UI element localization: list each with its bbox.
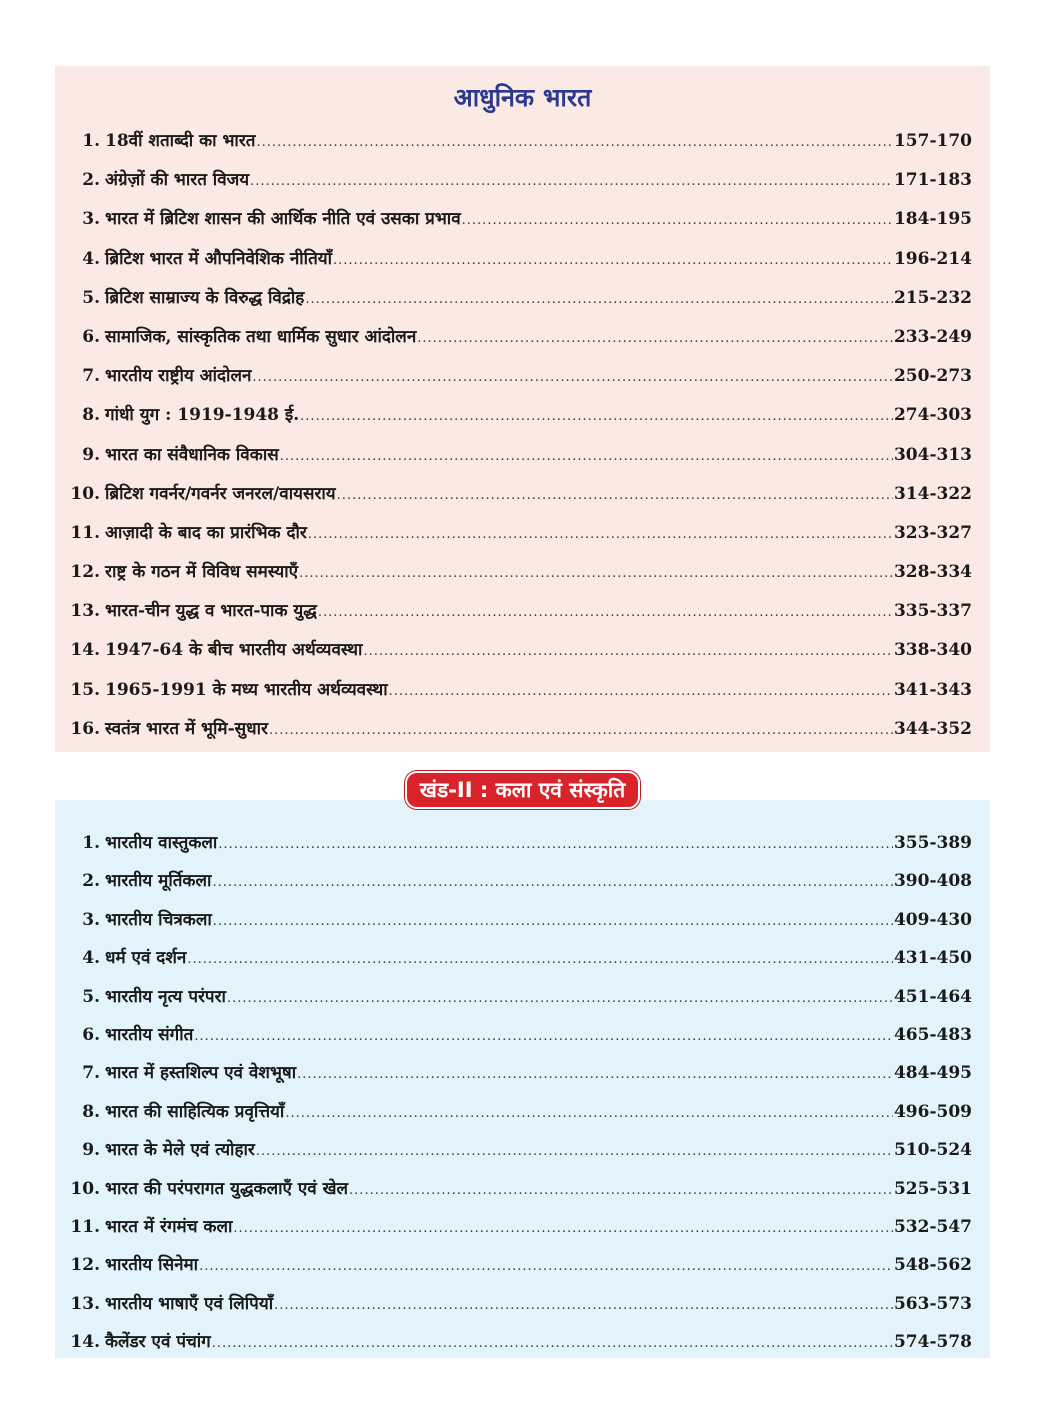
toc-leader-dots [305,280,893,318]
toc-entry-title: भारतीय भाषाएँ एवं लिपियाँ [105,1293,274,1314]
toc-entry-number: 7. [82,1063,100,1084]
toc-entry-title: 1947-64 के बीच भारतीय अर्थव्यवस्था [105,640,363,661]
toc-leader-dots [269,711,893,749]
toc-entry-title: भारतीय राष्ट्रीय आंदोलन [105,366,252,387]
toc-entry-pages: 574-578 [893,1332,972,1353]
toc-entry-number: 9. [82,1140,100,1161]
toc-leader-dots [349,1172,893,1208]
toc-entry-title: 18वीं शताब्दी का भारत [105,131,256,151]
toc-entry-number: 12. [70,562,100,583]
toc-leader-dots [187,941,893,977]
toc-entry-pages: 344-352 [893,718,972,739]
toc-entry-number: 13. [70,1293,100,1314]
toc-entry-number: 1. [82,131,100,151]
toc-entry-number: 7. [82,366,100,387]
toc-entry [67,592,972,631]
toc-leader-dots [233,1210,893,1246]
toc-entry [67,1323,972,1361]
toc-entry-title: भारत की साहित्यिक प्रवृत्तियाँ [105,1101,285,1122]
toc-entry [67,200,972,239]
toc-entry-pages: 335-337 [893,601,972,622]
toc-entry-pages: 328-334 [893,562,972,583]
toc-entry [67,1131,972,1169]
toc-entry [67,318,972,357]
toc-entry-number: 2. [82,871,100,892]
toc-entry-pages: 409-430 [893,909,972,930]
toc-leader-dots [337,476,893,514]
toc-entry-pages: 563-573 [893,1293,972,1314]
toc-entry-number: 2. [82,170,100,191]
toc-leader-dots [213,903,893,939]
toc-entry-number: 9. [82,444,100,465]
toc-entry-number: 1. [82,833,100,853]
toc-entry-number: 14. [70,1332,100,1353]
toc-entry-pages: 171-183 [893,170,972,191]
toc-entry-title: ब्रिटिश भारत में औपनिवेशिक नीतियाँ [105,248,333,269]
toc-entry-number: 16. [70,718,100,739]
toc-entry-title: आज़ादी के बाद का प्रारंभिक दौर [105,522,307,543]
toc-list-modern-india [67,122,972,749]
toc-entry-pages: 355-389 [893,833,972,853]
toc-leader-dots [252,358,893,396]
toc-entry-pages: 484-495 [893,1063,972,1084]
toc-entry-title: कैलेंडर एवं पंचांग [105,1332,211,1353]
toc-entry [67,1208,972,1246]
toc-leader-dots [299,554,893,592]
toc-entry [67,862,972,900]
toc-entry-pages: 304-313 [893,444,972,465]
toc-entry-title: भारत-चीन युद्ध व भारत-पाक युद्ध [105,601,317,622]
toc-entry-title: भारत की परंपरागत युद्धकलाएँ एवं खेल [105,1178,349,1199]
toc-entry [67,357,972,396]
toc-leader-dots [227,980,893,1016]
toc-leader-dots [300,397,893,435]
toc-entry-number: 15. [70,679,100,700]
toc-entry-title: भारत में ब्रिटिश शासन की आर्थिक नीति एवं उसका प्रभाव [105,209,461,230]
toc-entry-number: 5. [82,986,100,1007]
toc-leader-dots [417,319,893,357]
toc-entry-number: 6. [82,326,100,347]
toc-entry [67,671,972,710]
toc-entry-number: 8. [82,405,100,426]
toc-leader-dots [280,437,893,475]
toc-leader-dots [297,1056,893,1092]
toc-entry-title: भारत का संवैधानिक विकास [105,444,279,465]
toc-entry [67,1246,972,1284]
toc-entry-number: 11. [70,1216,100,1237]
toc-entry-number: 10. [70,1178,100,1199]
section-title: आधुनिक भारत [453,83,592,112]
toc-entry-pages: 431-450 [893,948,972,969]
toc-entry-pages: 323-327 [893,522,972,543]
toc-entry-pages: 465-483 [893,1024,972,1045]
section-modern-india [55,66,990,752]
toc-leader-dots [389,672,893,710]
toc-entry [67,824,972,862]
toc-entry-title: भारत के मेले एवं त्योहार [105,1140,255,1161]
toc-leader-dots [285,1095,893,1131]
toc-entry-title: भारतीय वास्तुकला [105,833,218,853]
toc-entry [67,1285,972,1323]
toc-entry-pages: 548-562 [893,1255,972,1276]
toc-entry [67,396,972,435]
toc-leader-dots [318,593,893,631]
toc-leader-dots [462,201,893,239]
toc-entry [67,475,972,514]
toc-entry [67,514,972,553]
toc-entry [67,553,972,592]
toc-leader-dots [308,515,893,553]
toc-entry-title: भारत में रंगमंच कला [105,1216,233,1237]
toc-leader-dots [212,1325,893,1361]
toc-entry-pages: 390-408 [893,871,972,892]
section-badge: खंड-II : कला एवं संस्कृति [405,771,640,809]
toc-entry-number: 10. [70,483,100,504]
toc-leader-dots [194,1018,893,1054]
toc-entry [67,710,972,749]
toc-entry-pages: 496-509 [893,1101,972,1122]
toc-entry-number: 3. [82,909,100,930]
toc-entry-title: भारतीय सिनेमा [105,1255,199,1276]
section-badge-wrap [0,771,1045,807]
toc-leader-dots [274,1287,893,1323]
toc-entry [67,901,972,939]
toc-entry-title: ब्रिटिश गवर्नर/गवर्नर जनरल/वायसराय [105,483,336,504]
toc-entry-title: भारतीय नृत्य परंपरा [105,986,226,1007]
toc-leader-dots [218,826,893,862]
toc-leader-dots [250,162,893,200]
toc-entry-number: 5. [82,287,100,308]
toc-entry-title: स्वतंत्र भारत में भूमि-सुधार [105,718,268,739]
toc-entry-pages: 510-524 [893,1140,972,1161]
toc-entry [67,978,972,1016]
toc-entry-number: 4. [82,248,100,269]
section-art-culture [55,800,990,1358]
toc-entry-pages: 157-170 [893,131,972,151]
toc-entry [67,1016,972,1054]
toc-entry [67,279,972,318]
toc-entry-pages: 451-464 [893,986,972,1007]
toc-entry-pages: 184-195 [893,209,972,230]
toc-leader-dots [333,241,893,279]
toc-entry [67,1054,972,1092]
toc-entry-title: गांधी युग : 1919-1948 ई. [105,405,300,426]
toc-entry [67,631,972,670]
toc-entry-title: भारत में हस्तशिल्प एवं वेशभूषा [105,1063,297,1084]
toc-leader-dots [256,1133,893,1169]
toc-entry-number: 12. [70,1255,100,1276]
toc-entry-pages: 233-249 [893,326,972,347]
toc-leader-dots [363,632,893,670]
toc-entry-title: भारतीय चित्रकला [105,909,212,930]
toc-entry-number: 11. [70,522,100,543]
toc-entry-title: भारतीय संगीत [105,1024,194,1045]
toc-entry-number: 6. [82,1024,100,1045]
toc-leader-dots [256,123,893,161]
toc-entry-pages: 196-214 [893,248,972,269]
toc-entry-number: 14. [70,640,100,661]
toc-leader-dots [199,1248,893,1284]
toc-entry [67,1093,972,1131]
toc-entry-title: अंग्रेज़ों की भारत विजय [105,170,250,191]
toc-entry-title: राष्ट्र के गठन में विविध समस्याएँ [105,562,299,583]
toc-entry [67,436,972,475]
toc-entry [67,161,972,200]
toc-entry-number: 13. [70,601,100,622]
toc-entry-pages: 250-273 [893,366,972,387]
toc-entry-number: 8. [82,1101,100,1122]
toc-entry [67,240,972,279]
toc-entry-title: भारतीय मूर्तिकला [105,871,212,892]
toc-entry-pages: 338-340 [893,640,972,661]
toc-entry-pages: 274-303 [893,405,972,426]
toc-entry-pages: 341-343 [893,679,972,700]
toc-leader-dots [212,864,893,900]
toc-list-art-culture [67,824,972,1361]
toc-entry-title: धर्म एवं दर्शन [105,948,187,969]
toc-entry-pages: 532-547 [893,1216,972,1237]
toc-entry [67,1170,972,1208]
toc-entry-title: ब्रिटिश साम्राज्य के विरुद्ध विद्रोह [105,287,305,308]
toc-entry-title: 1965-1991 के मध्य भारतीय अर्थव्यवस्था [105,679,388,700]
toc-entry-pages: 525-531 [893,1178,972,1199]
toc-entry [67,939,972,977]
toc-entry-number: 4. [82,948,100,969]
toc-entry-title: सामाजिक, सांस्कृतिक तथा धार्मिक सुधार आंदोलन [105,326,417,347]
toc-entry [67,122,972,161]
toc-entry-pages: 215-232 [893,287,972,308]
toc-entry-pages: 314-322 [893,483,972,504]
toc-entry-number: 3. [82,209,100,230]
